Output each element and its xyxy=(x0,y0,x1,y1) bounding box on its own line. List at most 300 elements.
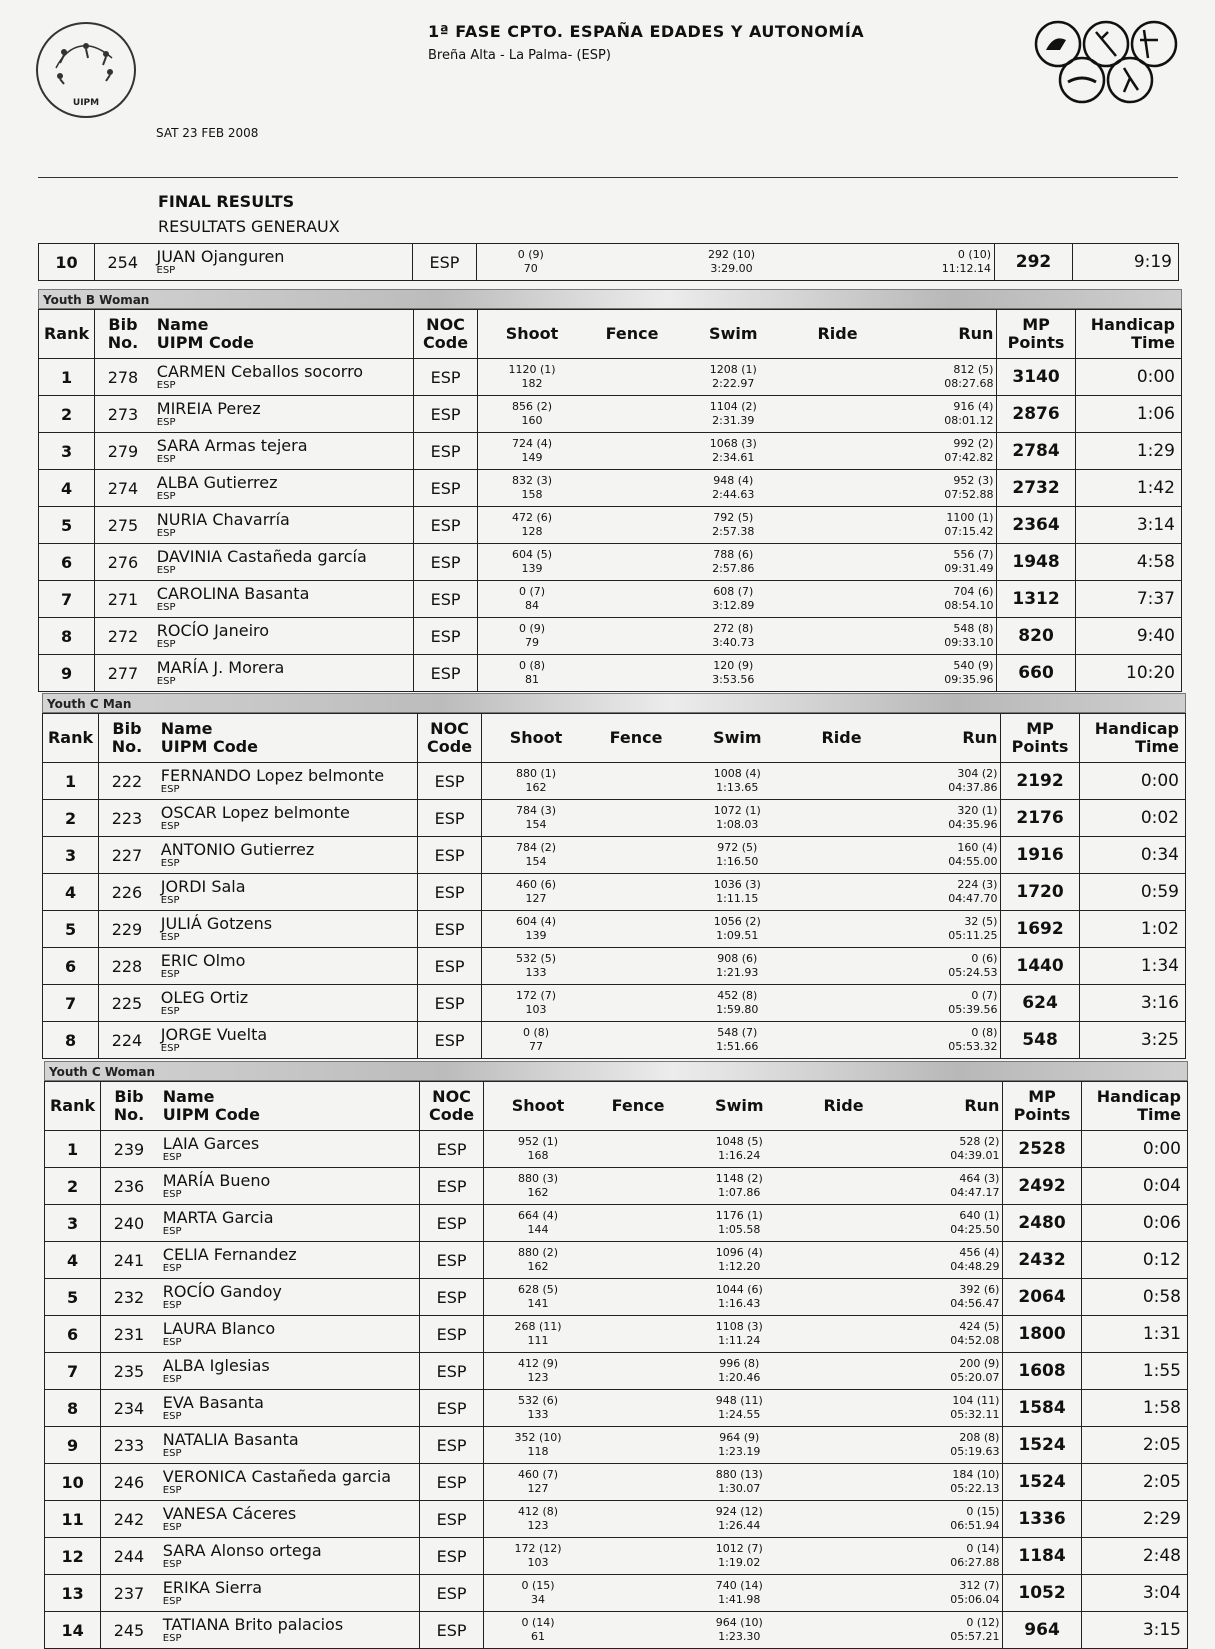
shoot-points: 664 (4) xyxy=(517,1209,559,1222)
run-time: 04:39.01 xyxy=(950,1149,1000,1162)
ride-cell xyxy=(794,1390,892,1427)
name-cell xyxy=(151,244,413,281)
table-row xyxy=(43,985,1186,1022)
athlete-name: JORGE Vuelta xyxy=(160,1025,268,1044)
swim-points: 792 (5) xyxy=(713,511,754,524)
table-row xyxy=(43,837,1186,874)
shoot-cell xyxy=(484,1501,592,1538)
noc-cell: ESP xyxy=(417,948,481,985)
shoot-cell xyxy=(478,396,586,433)
fence-cell xyxy=(592,1279,684,1316)
swim-time: 1:23.19 xyxy=(718,1445,761,1458)
event-title: 1ª FASE CPTO. ESPAÑA EDADES Y AUTONOMÍA xyxy=(428,22,865,41)
mp-points-header-line1: MP xyxy=(1026,719,1054,738)
bib-cell: 240 xyxy=(101,1205,157,1242)
handicap-time-cell: 1:42 xyxy=(1075,470,1181,507)
swim-time: 1:05.58 xyxy=(718,1223,761,1236)
shoot-points: 724 (4) xyxy=(511,437,553,450)
table-row xyxy=(45,1131,1188,1168)
run-time: 04:47.17 xyxy=(950,1186,1000,1199)
header-row xyxy=(43,714,1186,763)
swim-cell xyxy=(678,433,788,470)
swim-header-line1: Swim xyxy=(709,324,758,343)
fence-cell xyxy=(592,1168,684,1205)
run-cell xyxy=(887,470,997,507)
shoot-cell xyxy=(484,1575,592,1612)
athlete-name: ANTONIO Gutierrez xyxy=(160,840,315,859)
swim-points: 1048 (5) xyxy=(715,1135,763,1148)
pentathlon-rings-logo-icon xyxy=(1032,18,1180,108)
swim-time: 1:21.93 xyxy=(716,966,759,979)
handicap-time-cell: 1:55 xyxy=(1081,1353,1187,1390)
swim-cell xyxy=(684,1205,794,1242)
swim-points: 964 (9) xyxy=(719,1431,760,1444)
run-time: 05:22.13 xyxy=(950,1482,1000,1495)
ride-cell xyxy=(794,1575,892,1612)
swim-time: 1:23.30 xyxy=(718,1630,761,1643)
fence-cell xyxy=(590,1022,682,1059)
name-cell xyxy=(155,911,418,948)
shoot-cell xyxy=(484,1242,592,1279)
handicap-time-cell: 9:40 xyxy=(1075,618,1181,655)
table-row xyxy=(45,1464,1188,1501)
noc-cell: ESP xyxy=(417,985,481,1022)
shoot-cell xyxy=(484,1390,592,1427)
table-row xyxy=(45,1168,1188,1205)
rank-header xyxy=(45,1082,101,1131)
run-time: 08:54.10 xyxy=(944,599,994,612)
swim-time: 2:44.63 xyxy=(712,488,755,501)
rank-cell: 3 xyxy=(39,433,95,470)
swim-points: 908 (6) xyxy=(717,952,758,965)
bib-cell: 245 xyxy=(101,1612,157,1649)
handicap-time-cell: 2:48 xyxy=(1081,1538,1187,1575)
swim-cell xyxy=(684,1168,794,1205)
shoot-points: 952 (1) xyxy=(517,1135,559,1148)
shoot-score: 149 xyxy=(521,451,543,464)
run-cell xyxy=(885,244,995,281)
fence-cell xyxy=(586,581,678,618)
run-points: 916 (4) xyxy=(953,400,994,413)
mp-points-cell: 1720 xyxy=(1001,874,1079,911)
fence-cell xyxy=(592,1353,684,1390)
mp-points-cell: 624 xyxy=(1001,985,1079,1022)
noc-cell: ESP xyxy=(413,655,477,692)
handicap-time-header-line1: Handicap xyxy=(1096,1087,1181,1106)
fence-cell xyxy=(586,470,678,507)
noc-header-line2: Code xyxy=(429,1105,475,1124)
bib-header xyxy=(101,1082,157,1131)
ride-cell xyxy=(794,1242,892,1279)
fence-cell xyxy=(586,396,678,433)
athlete-name: DAVINIA Castañeda garcía xyxy=(156,547,367,566)
table-row xyxy=(45,1390,1188,1427)
shoot-cell xyxy=(482,837,590,874)
shoot-cell xyxy=(482,1022,590,1059)
shoot-cell xyxy=(484,1205,592,1242)
mp-points-cell: 2364 xyxy=(997,507,1075,544)
bib-cell: 235 xyxy=(101,1353,157,1390)
run-time: 07:42.82 xyxy=(944,451,994,464)
handicap-time-cell: 3:14 xyxy=(1075,507,1181,544)
bib-cell: 237 xyxy=(101,1575,157,1612)
swim-cell xyxy=(678,581,788,618)
bib-header xyxy=(99,714,155,763)
bib-cell: 226 xyxy=(99,874,155,911)
ride-cell xyxy=(792,948,890,985)
athlete-name: JUAN Ojanguren xyxy=(156,247,285,266)
bib-cell: 277 xyxy=(95,655,151,692)
swim-points: 1008 (4) xyxy=(713,767,761,780)
rank-cell: 5 xyxy=(45,1279,101,1316)
shoot-score: 79 xyxy=(525,636,540,649)
athlete-name: CAROLINA Basanta xyxy=(156,584,310,603)
name-cell xyxy=(151,507,414,544)
handicap-time-cell: 0:58 xyxy=(1081,1279,1187,1316)
run-points: 160 (4) xyxy=(957,841,998,854)
shoot-score: 84 xyxy=(525,599,540,612)
ride-cell xyxy=(792,837,890,874)
shoot-header xyxy=(484,1082,592,1131)
shoot-score: 61 xyxy=(531,1630,546,1643)
ride-header xyxy=(788,310,886,359)
shoot-points: 784 (3) xyxy=(515,804,557,817)
run-points: 392 (6) xyxy=(959,1283,1000,1296)
shoot-points: 880 (1) xyxy=(515,767,557,780)
fence-cell xyxy=(592,1575,684,1612)
mp-points-cell: 1948 xyxy=(997,544,1075,581)
shoot-points: 628 (5) xyxy=(517,1283,559,1296)
noc-cell: ESP xyxy=(417,763,481,800)
bib-cell: 271 xyxy=(95,581,151,618)
fence-header-line1: Fence xyxy=(609,728,663,747)
run-points: 312 (7) xyxy=(959,1579,1000,1592)
bib-cell: 232 xyxy=(101,1279,157,1316)
mp-points-cell: 1916 xyxy=(1001,837,1079,874)
rank-cell: 4 xyxy=(45,1242,101,1279)
fence-cell xyxy=(586,544,678,581)
bib-header-line1: Bib xyxy=(108,315,138,334)
swim-time: 3:29.00 xyxy=(710,262,753,275)
table-row xyxy=(45,1316,1188,1353)
shoot-points: 0 (7) xyxy=(518,585,546,598)
name-cell xyxy=(155,948,418,985)
run-cell xyxy=(887,544,997,581)
handicap-time-cell: 1:31 xyxy=(1081,1316,1187,1353)
shoot-score: 168 xyxy=(527,1149,549,1162)
results-subtitle: RESULTATS GENERAUX xyxy=(158,217,340,236)
swim-cell xyxy=(678,618,788,655)
uipm-code: ESP xyxy=(160,932,180,943)
handicap-time-header-line2: Time xyxy=(1131,333,1175,352)
swim-points: 1096 (4) xyxy=(715,1246,763,1259)
noc-cell: ESP xyxy=(417,1022,481,1059)
noc-cell: ESP xyxy=(413,618,477,655)
uipm-code: ESP xyxy=(162,1633,182,1644)
fence-cell xyxy=(590,763,682,800)
table-row xyxy=(43,911,1186,948)
run-points: 424 (5) xyxy=(959,1320,1000,1333)
run-time: 04:47.70 xyxy=(948,892,998,905)
noc-cell: ESP xyxy=(419,1205,483,1242)
swim-time: 1:16.24 xyxy=(718,1149,761,1162)
swim-points: 1068 (3) xyxy=(709,437,757,450)
noc-cell: ESP xyxy=(413,244,477,281)
uipm-code: ESP xyxy=(162,1448,182,1459)
ride-cell xyxy=(788,470,886,507)
swim-cell xyxy=(682,911,792,948)
run-points: 0 (10) xyxy=(957,248,991,261)
run-cell xyxy=(891,1022,1001,1059)
page-header xyxy=(0,0,1215,180)
swim-cell xyxy=(678,655,788,692)
mp-points-cell: 1800 xyxy=(1003,1316,1081,1353)
noc-cell: ESP xyxy=(417,911,481,948)
run-points: 320 (1) xyxy=(957,804,998,817)
athlete-name: NATALIA Basanta xyxy=(162,1430,299,1449)
mp-points-cell: 1524 xyxy=(1003,1427,1081,1464)
run-cell xyxy=(891,874,1001,911)
run-time: 05:39.56 xyxy=(948,1003,998,1016)
uipm-code: ESP xyxy=(156,265,176,276)
event-location: Breña Alta - La Palma- (ESP) xyxy=(428,48,611,63)
swim-cell xyxy=(678,359,788,396)
swim-time: 1:09.51 xyxy=(716,929,759,942)
swim-header xyxy=(684,1082,794,1131)
handicap-time-cell: 0:59 xyxy=(1079,874,1185,911)
mp-points-cell: 2492 xyxy=(1003,1168,1081,1205)
ride-cell xyxy=(792,874,890,911)
swim-time: 1:07.86 xyxy=(718,1186,761,1199)
mp-points-cell: 964 xyxy=(1003,1612,1081,1649)
athlete-name: ERIC Olmo xyxy=(160,951,246,970)
run-cell xyxy=(893,1427,1003,1464)
noc-cell: ESP xyxy=(413,396,477,433)
bib-cell: 273 xyxy=(95,396,151,433)
shoot-points: 268 (11) xyxy=(514,1320,562,1333)
swim-cell xyxy=(678,544,788,581)
shoot-cell xyxy=(482,911,590,948)
ride-header-line1: Ride xyxy=(817,324,858,343)
rank-cell: 5 xyxy=(43,911,99,948)
swim-cell xyxy=(684,1501,794,1538)
shoot-score: 158 xyxy=(521,488,543,501)
uipm-code: ESP xyxy=(156,639,176,650)
shoot-cell xyxy=(478,433,586,470)
ride-cell xyxy=(792,911,890,948)
uipm-code: ESP xyxy=(156,528,176,539)
shoot-score: 154 xyxy=(525,818,547,831)
shoot-points: 0 (15) xyxy=(521,1579,555,1592)
bib-cell: 223 xyxy=(99,800,155,837)
noc-header xyxy=(417,714,481,763)
bib-header xyxy=(95,310,151,359)
run-time: 04:37.86 xyxy=(948,781,998,794)
name-header xyxy=(151,310,414,359)
swim-points: 788 (6) xyxy=(713,548,754,561)
results-table xyxy=(42,713,1186,1059)
mp-points-cell: 292 xyxy=(995,244,1073,281)
shoot-score: 81 xyxy=(525,673,540,686)
rank-cell: 3 xyxy=(43,837,99,874)
name-cell xyxy=(157,1242,420,1279)
rank-cell: 10 xyxy=(45,1464,101,1501)
ride-cell xyxy=(788,581,886,618)
ride-cell xyxy=(788,544,886,581)
athlete-name: CARMEN Ceballos socorro xyxy=(156,362,364,381)
bib-header-line1: Bib xyxy=(112,719,142,738)
rank-cell: 2 xyxy=(45,1168,101,1205)
fence-cell xyxy=(592,1427,684,1464)
swim-points: 1044 (6) xyxy=(715,1283,763,1296)
shoot-points: 0 (9) xyxy=(518,622,546,635)
fence-cell xyxy=(592,1538,684,1575)
rank-cell: 6 xyxy=(39,544,95,581)
uipm-code: ESP xyxy=(162,1596,182,1607)
ride-cell xyxy=(787,244,885,281)
run-time: 05:11.25 xyxy=(948,929,998,942)
handicap-time-cell: 0:00 xyxy=(1075,359,1181,396)
bib-cell: 279 xyxy=(95,433,151,470)
bib-cell: 275 xyxy=(95,507,151,544)
shoot-points: 460 (6) xyxy=(515,878,557,891)
mp-points-header xyxy=(997,310,1075,359)
ride-cell xyxy=(794,1168,892,1205)
bib-cell: 239 xyxy=(101,1131,157,1168)
name-cell xyxy=(155,763,418,800)
mp-points-cell: 548 xyxy=(1001,1022,1079,1059)
rank-cell: 14 xyxy=(45,1612,101,1649)
handicap-time-cell: 3:25 xyxy=(1079,1022,1185,1059)
mp-points-cell: 2432 xyxy=(1003,1242,1081,1279)
fence-cell xyxy=(590,874,682,911)
run-cell xyxy=(891,837,1001,874)
athlete-name: MIREIA Perez xyxy=(156,399,261,418)
swim-points: 1104 (2) xyxy=(709,400,757,413)
rank-cell: 8 xyxy=(43,1022,99,1059)
handicap-time-cell: 0:00 xyxy=(1081,1131,1187,1168)
mp-points-header-line1: MP xyxy=(1028,1087,1056,1106)
shoot-score: 118 xyxy=(527,1445,549,1458)
swim-time: 3:12.89 xyxy=(712,599,755,612)
shoot-points: 1120 (1) xyxy=(508,363,556,376)
run-cell xyxy=(887,655,997,692)
shoot-points: 784 (2) xyxy=(515,841,557,854)
mp-points-cell: 2528 xyxy=(1003,1131,1081,1168)
shoot-points: 604 (5) xyxy=(511,548,553,561)
athlete-name: CELIA Fernandez xyxy=(162,1245,297,1264)
handicap-time-cell: 0:00 xyxy=(1079,763,1185,800)
athlete-name: ERIKA Sierra xyxy=(162,1578,263,1597)
swim-points: 1208 (1) xyxy=(709,363,757,376)
fence-cell xyxy=(586,359,678,396)
uipm-code: ESP xyxy=(156,417,176,428)
mp-points-cell: 3140 xyxy=(997,359,1075,396)
rank-header-line1: Rank xyxy=(43,324,90,343)
fence-cell xyxy=(590,948,682,985)
handicap-time-cell: 9:19 xyxy=(1073,244,1179,281)
swim-time: 1:08.03 xyxy=(716,818,759,831)
name-header xyxy=(155,714,418,763)
swim-points: 1036 (3) xyxy=(713,878,761,891)
handicap-time-header-line2: Time xyxy=(1135,737,1179,756)
swim-cell xyxy=(678,507,788,544)
name-cell xyxy=(157,1131,420,1168)
swim-cell xyxy=(684,1427,794,1464)
uipm-code: ESP xyxy=(162,1485,182,1496)
run-time: 04:56.47 xyxy=(950,1297,1000,1310)
swim-points: 1056 (2) xyxy=(713,915,761,928)
table-row xyxy=(39,655,1182,692)
run-points: 992 (2) xyxy=(953,437,994,450)
shoot-points: 412 (9) xyxy=(517,1357,559,1370)
run-cell xyxy=(887,396,997,433)
run-points: 1100 (1) xyxy=(946,511,994,524)
swim-time: 1:11.15 xyxy=(716,892,759,905)
swim-header xyxy=(682,714,792,763)
noc-header-line1: NOC xyxy=(426,315,465,334)
swim-points: 1072 (1) xyxy=(713,804,761,817)
shoot-points: 856 (2) xyxy=(511,400,553,413)
rank-header-line1: Rank xyxy=(49,1096,96,1115)
section-label: Youth C Woman xyxy=(44,1061,1188,1081)
run-time: 05:06.04 xyxy=(950,1593,1000,1606)
uipm-code: ESP xyxy=(162,1152,182,1163)
run-time: 07:52.88 xyxy=(944,488,994,501)
mp-points-header-line1: MP xyxy=(1022,315,1050,334)
name-cell xyxy=(155,1022,418,1059)
name-cell xyxy=(157,1205,420,1242)
handicap-time-cell: 1:02 xyxy=(1079,911,1185,948)
run-header-line1: Run xyxy=(964,1096,1000,1115)
noc-header-line1: NOC xyxy=(432,1087,471,1106)
fence-header-line1: Fence xyxy=(605,324,659,343)
name-cell xyxy=(157,1575,420,1612)
section-youth-c-man xyxy=(42,693,1186,1059)
handicap-time-cell: 0:12 xyxy=(1081,1242,1187,1279)
run-cell xyxy=(893,1279,1003,1316)
swim-cell xyxy=(684,1538,794,1575)
handicap-time-header-line1: Handicap xyxy=(1094,719,1179,738)
shoot-score: 103 xyxy=(525,1003,547,1016)
run-header-line1: Run xyxy=(962,728,998,747)
ride-cell xyxy=(792,1022,890,1059)
rank-cell: 2 xyxy=(39,396,95,433)
swim-cell xyxy=(678,396,788,433)
run-cell xyxy=(891,763,1001,800)
swim-points: 452 (8) xyxy=(717,989,758,1002)
shoot-points: 0 (14) xyxy=(521,1616,555,1629)
swim-cell xyxy=(682,948,792,985)
run-points: 456 (4) xyxy=(959,1246,1000,1259)
athlete-name: OLEG Ortiz xyxy=(160,988,249,1007)
shoot-score: 123 xyxy=(527,1519,549,1532)
run-time: 07:15.42 xyxy=(944,525,994,538)
name-cell xyxy=(157,1168,420,1205)
run-points: 208 (8) xyxy=(959,1431,1000,1444)
name-cell xyxy=(155,985,418,1022)
table-row xyxy=(39,396,1182,433)
table-row xyxy=(39,433,1182,470)
shoot-cell xyxy=(484,1316,592,1353)
noc-cell: ESP xyxy=(419,1131,483,1168)
uipm-code: ESP xyxy=(162,1300,182,1311)
swim-time: 2:34.61 xyxy=(712,451,755,464)
run-points: 200 (9) xyxy=(959,1357,1000,1370)
mp-points-header-line2: Points xyxy=(1013,1105,1071,1124)
name-cell xyxy=(151,618,414,655)
name-header-line1: Name xyxy=(160,719,213,738)
